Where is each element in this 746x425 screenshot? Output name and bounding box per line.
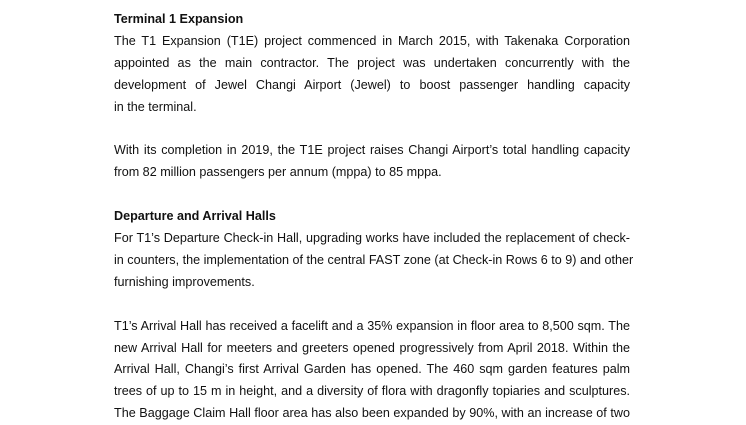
text-line: new Arrival Hall for meeters and greeters opened progressively from April 2018. Within the xyxy=(114,340,630,355)
paragraph-t1e-project xyxy=(114,31,630,119)
paragraph-arrival-hall xyxy=(114,316,630,425)
paragraph-capacity xyxy=(114,140,630,184)
text-line: With its completion in 2019, the T1E project raises Changi Airport’s total handling capacity xyxy=(114,143,630,158)
document-page xyxy=(114,9,634,425)
text-line: The T1 Expansion (T1E) project commenced in March 2015, with Takenaka Corporation xyxy=(114,33,630,48)
text-line: appointed as the main contractor. The project was undertaken concurrently with the xyxy=(114,55,630,70)
paragraph-spacer xyxy=(114,184,630,206)
paragraph-spacer xyxy=(114,294,630,316)
text-line: trees of up to 15 m in height, and a diversity of flora with dragonfly topiaries and sculptures. xyxy=(114,384,630,399)
paragraph-departure-hall xyxy=(114,228,634,294)
text-line: from 82 million passengers per annum (mppa) to 85 mppa. xyxy=(114,165,442,180)
text-line: in counters, the implementation of the central FAST zone (at Check-in Rows 6 to 9) and other xyxy=(114,252,634,267)
text-line: in the terminal. xyxy=(114,99,197,114)
section-heading-departure-arrival-halls: Departure and Arrival Halls xyxy=(114,209,276,224)
text-line: For T1’s Departure Check-in Hall, upgrading works have included the replacement of check- xyxy=(114,231,630,246)
text-line: development of Jewel Changi Airport (Jewel) to boost passenger handling capacity xyxy=(114,77,630,92)
text-line: Arrival Hall, Changi’s first Arrival Garden has opened. The 460 sqm garden features palm xyxy=(114,362,630,377)
paragraph-spacer xyxy=(114,119,630,141)
section-heading-terminal-1-expansion: Terminal 1 Expansion xyxy=(114,12,244,26)
text-line: furnishing improvements. xyxy=(114,274,255,289)
text-line: T1’s Arrival Hall has received a facelift and a 35% expansion in floor area to 8,500 sqm. The xyxy=(114,318,630,333)
text-line: The Baggage Claim Hall floor area has also been expanded by 90%, with an increase of two xyxy=(114,406,630,421)
